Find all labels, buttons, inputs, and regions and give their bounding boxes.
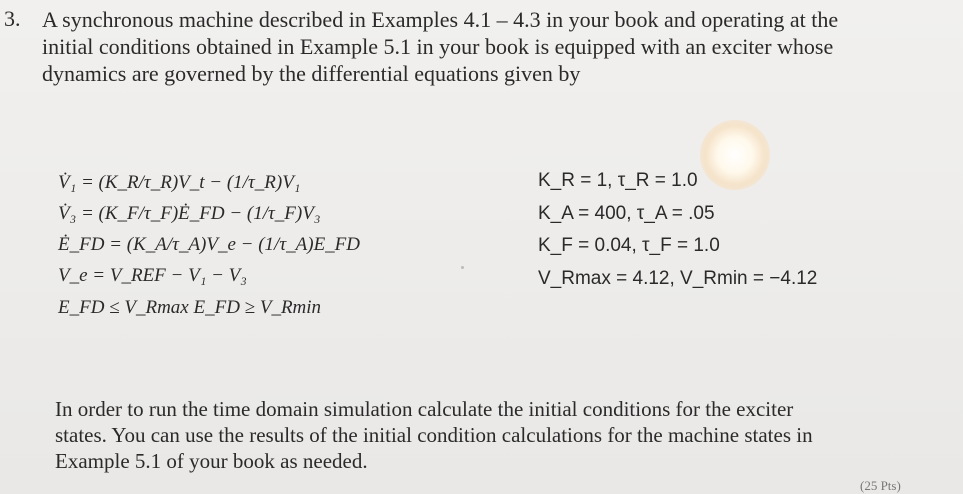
instruction-line: Example 5.1 of your book as needed. xyxy=(55,449,368,473)
equation-v1: V̇₁ = (K_R/τ_R)V_t − (1/τ_R)V₁ xyxy=(58,172,301,193)
question-instructions xyxy=(55,396,813,474)
instruction-line: states. You can use the results of the initial condition calculations for the machine states in xyxy=(55,423,813,447)
parameter-vr-limits: V_Rmax = 4.12, V_Rmin = −4.12 xyxy=(538,268,818,289)
instruction-line: In order to run the time domain simulation calculate the initial conditions for the exciter xyxy=(55,397,794,421)
intro-line: initial conditions obtained in Example 5.1 in your book is equipped with an exciter whose xyxy=(42,34,834,59)
intro-line: dynamics are governed by the differential equations given by xyxy=(42,61,581,86)
equation-limits: E_FD ≤ V_Rmax E_FD ≥ V_Rmin xyxy=(58,297,322,318)
question-number: 3. xyxy=(4,6,21,31)
speck xyxy=(461,266,464,269)
intro-line: A synchronous machine described in Examples 4.1 – 4.3 in your book and operating at the xyxy=(42,7,839,32)
equation-v3: V̇₃ = (K_F/τ_F)Ė_FD − (1/τ_F)V₃ xyxy=(58,203,321,224)
light-glare xyxy=(700,120,770,190)
equation-efd: Ė_FD = (K_A/τ_A)V_e − (1/τ_A)E_FD xyxy=(58,234,361,255)
points-label: (25 Pts) xyxy=(860,478,901,493)
equation-ve: V_e = V_REF − V₁ − V₃ xyxy=(58,265,247,286)
parameter-kf: K_F = 0.04, τ_F = 1.0 xyxy=(538,235,720,256)
question-intro xyxy=(42,6,952,87)
parameter-kr: K_R = 1, τ_R = 1.0 xyxy=(538,170,698,191)
parameter-ka: K_A = 400, τ_A = .05 xyxy=(538,203,715,224)
